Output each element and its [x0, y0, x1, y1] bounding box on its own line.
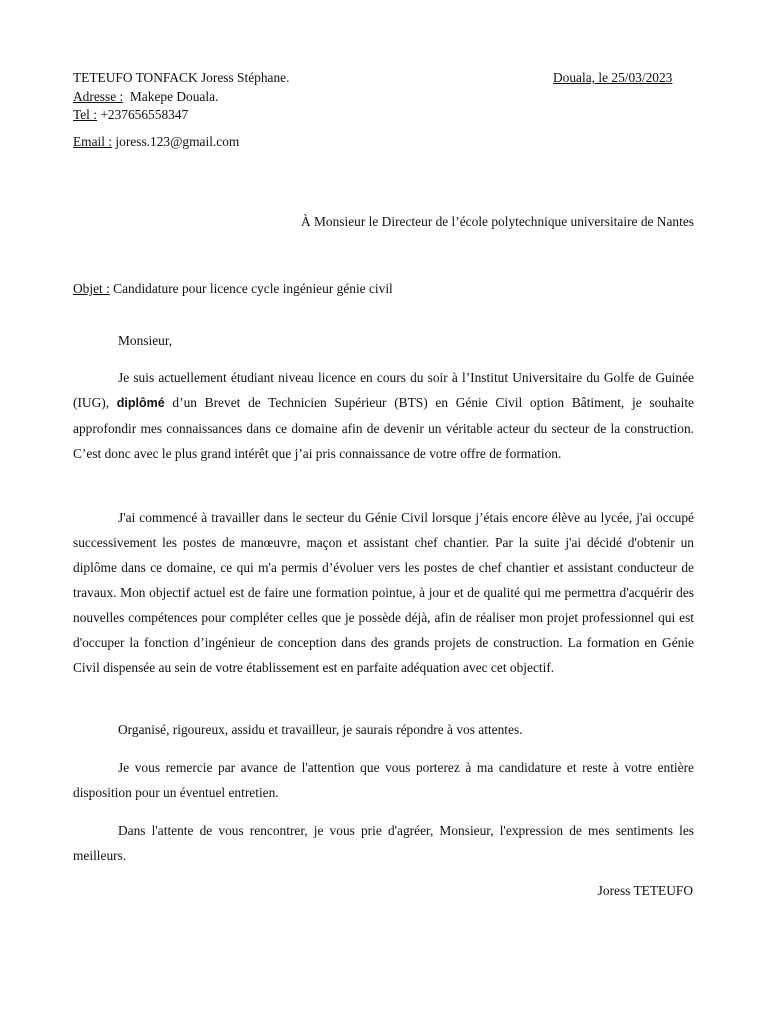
recipient-line: À Monsieur le Directeur de l’école polytechnique universitaire de Nantes — [300, 214, 694, 229]
subject-value: Candidature pour licence cycle ingénieur génie civil — [109, 281, 393, 296]
paragraph-5: Dans l'attente de vous rencontrer, je vous prie d'agréer, Monsieur, l'expression de mes sentiments les meilleurs. — [73, 823, 694, 863]
sender-address — [73, 88, 218, 106]
signature: Joress TETEUFO — [597, 883, 693, 898]
paragraph-2: J'ai commencé à travailler dans le secteur du Génie Civil lorsque j’étais encore élève au lycée, j'ai occupé successivement les postes de manœuvre, maçon et assistant chef chantier. Par la suite j'ai décidé d'obtenir un diplôme dans ce domaine, ce qui m'a permis d’évoluer vers les postes de chef chantier et assistant conducteur de travaux. Mon objectif actuel est de faire une formation pointue, à jour et de qualité qui me permettra d'acquérir des nouvelles compétences pour compléter celles que je possède déjà, afin de réaliser mon projet professionnel qui est d'occuper la fonction d’ingénieur de conception dans des grands projets de construction. La formation en Génie Civil dispensée au sein de votre établissement est en parfaite adéquation avec cet objectif. — [73, 510, 694, 675]
paragraph-1-bold: diplômé — [116, 396, 165, 410]
email-value: joress.123@gmail.com — [112, 134, 240, 149]
paragraph-1-end: d’un Brevet de Technicien Supérieur (BTS) en Génie Civil option Bâtiment, je souhaite approfondir mes connaissances dans ce domaine afin de devenir un véritable acteur du secteur de la construction. C’est donc avec le plus grand intérêt que j’ai pris connaissance de votre offre de formation. — [73, 395, 694, 461]
paragraph-3: Organisé, rigoureux, assidu et travailleur, je saurais répondre à vos attentes. — [118, 722, 523, 737]
email-label: Email : — [73, 134, 113, 149]
sender-name: TETEUFO TONFACK Joress Stéphane. — [73, 70, 290, 85]
tel-label: Tel : — [73, 107, 97, 122]
address-label: Adresse : — [73, 89, 124, 104]
sender-phone — [73, 106, 188, 124]
salutation: Monsieur, — [118, 333, 173, 348]
paragraph-4: Je vous remercie par avance de l'attention que vous porterez à ma candidature et reste à votre entière disposition pour un éventuel entretien. — [73, 760, 694, 800]
place-date: Douala, le 25/03/2023 — [553, 70, 673, 85]
subject-label: Objet : — [73, 281, 110, 296]
tel-value: +237656558347 — [96, 107, 189, 122]
paragraph-1-start: Je suis actuellement étudiant niveau licence en cours du soir à l’Institut Universitaire du Golfe de Guinée (IUG), — [73, 370, 694, 410]
subject-line — [73, 280, 393, 298]
sender-email — [73, 133, 239, 151]
address-value: Makepe Douala. — [123, 89, 219, 104]
paragraph-1 — [73, 365, 694, 466]
